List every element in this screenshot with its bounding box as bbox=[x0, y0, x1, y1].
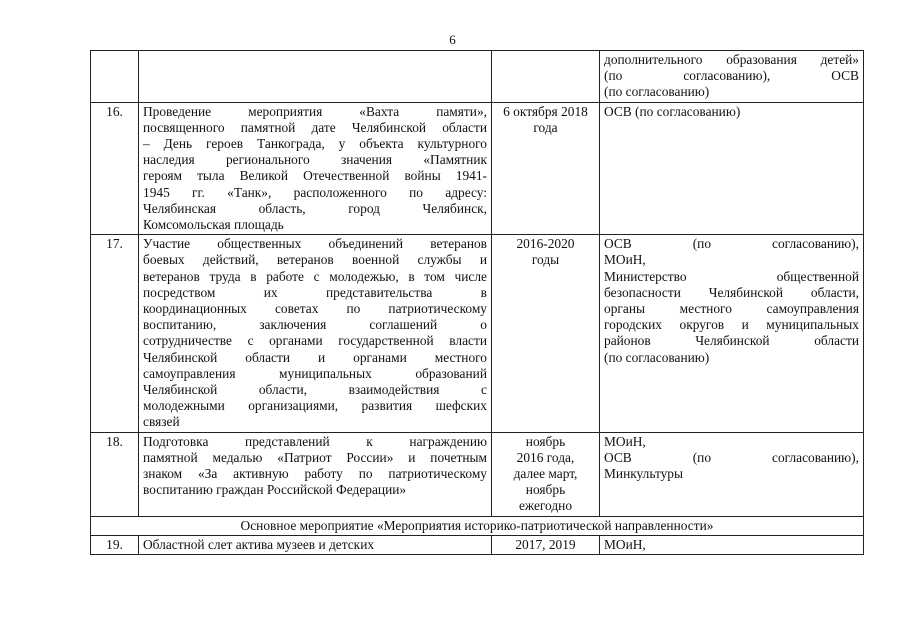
text-line: 2016-2020 bbox=[516, 236, 575, 252]
text-line: координационных советах по патриотическому bbox=[143, 301, 487, 317]
text-line: героям тыла Великой Отечественной войны 1941- bbox=[143, 168, 487, 184]
section-heading-row bbox=[91, 516, 864, 535]
text-line: МОиН, bbox=[604, 433, 646, 449]
event-date bbox=[492, 432, 600, 516]
text-line: Министерство общественной bbox=[604, 268, 859, 284]
text-line: сотрудничестве с органами государственной власти bbox=[143, 333, 487, 349]
event-description bbox=[139, 535, 492, 554]
text-line: Челябинской области и органами местного bbox=[143, 349, 487, 365]
text-line: Подготовка представлений к награждению bbox=[143, 433, 487, 449]
event-description bbox=[139, 102, 492, 235]
text-line: (по согласованию) bbox=[604, 84, 710, 100]
text-line: 6 октября 2018 bbox=[503, 103, 588, 119]
text-line: дополнительного образования детей» bbox=[604, 52, 859, 67]
page-number: 6 bbox=[449, 32, 456, 47]
text-line: (по согласованию) bbox=[604, 349, 710, 365]
text-line: знаком «За активную работу по патриотическому bbox=[143, 466, 487, 482]
text-line: года bbox=[533, 119, 558, 135]
table-row bbox=[91, 51, 864, 103]
table-row bbox=[91, 432, 864, 516]
text-line: районов Челябинской области bbox=[604, 333, 859, 349]
event-date bbox=[492, 235, 600, 432]
event-date bbox=[492, 102, 600, 235]
text-line: наследия регионального значения «Памятник bbox=[143, 152, 487, 168]
event-description bbox=[139, 432, 492, 516]
text-line: 2016 года, bbox=[516, 449, 575, 465]
event-date bbox=[492, 535, 600, 554]
text-line: ОСВ (по согласованию) bbox=[604, 103, 741, 119]
event-description bbox=[139, 235, 492, 432]
text-line: ноябрь bbox=[525, 433, 566, 449]
text-line: самоуправления муниципальных образований bbox=[143, 365, 487, 381]
text-line: МОиН, bbox=[604, 536, 646, 552]
row-number: 16. bbox=[91, 102, 139, 235]
text-line: далее март, bbox=[513, 466, 578, 482]
text-line: посвященного памятной дате Челябинской области bbox=[143, 119, 487, 135]
event-description bbox=[139, 51, 492, 103]
text-line: ОСВ (по согласованию), bbox=[604, 449, 859, 465]
text-line: городских округов и муниципальных bbox=[604, 317, 859, 333]
events-table-body bbox=[91, 51, 864, 555]
row-number: 19. bbox=[91, 535, 139, 554]
text-line: – День героев Танкограда, у объекта культурного bbox=[143, 136, 487, 152]
row-number bbox=[91, 51, 139, 103]
responsible-parties bbox=[600, 535, 864, 554]
text-line: 1945 гг. «Танк», расположенного по адресу: bbox=[143, 184, 487, 200]
text-line: (по согласованию), ОСВ bbox=[604, 68, 859, 84]
text-line: МОиН, bbox=[604, 252, 646, 268]
text-line: воспитанию граждан Российской Федерации» bbox=[143, 482, 407, 498]
text-line: воспитанию, заключения соглашений о bbox=[143, 317, 487, 333]
text-line: памятной медалью «Патриот России» и почетным bbox=[143, 449, 487, 465]
text-line: Комсомольская площадь bbox=[143, 217, 284, 233]
text-line: молодежными организациями, развития шефских bbox=[143, 398, 487, 414]
text-line: Минкультуры bbox=[604, 466, 684, 482]
responsible-parties bbox=[600, 432, 864, 516]
text-line: посредством их представительства в bbox=[143, 284, 487, 300]
text-line: Проведение мероприятия «Вахта памяти», bbox=[143, 103, 487, 119]
text-line: органы местного самоуправления bbox=[604, 301, 859, 317]
table-row bbox=[91, 102, 864, 235]
text-line: Участие общественных объединений ветеранов bbox=[143, 236, 487, 252]
text-line: связей bbox=[143, 414, 180, 430]
event-date bbox=[492, 51, 600, 103]
table-row bbox=[91, 535, 864, 554]
row-number: 18. bbox=[91, 432, 139, 516]
text-line: ежегодно bbox=[518, 498, 573, 514]
text-line: боевых действий, ветеранов военной службы и bbox=[143, 252, 487, 268]
row-number: 17. bbox=[91, 235, 139, 432]
table-row bbox=[91, 235, 864, 432]
text-line: безопасности Челябинской области, bbox=[604, 284, 859, 300]
responsible-parties bbox=[600, 51, 864, 103]
text-line: ветеранов труда в работе с молодежью, в том числе bbox=[143, 268, 487, 284]
text-line: годы bbox=[531, 252, 560, 268]
text-line: 2017, 2019 bbox=[515, 536, 576, 552]
events-table bbox=[90, 50, 864, 555]
section-heading: Основное мероприятие «Мероприятия историко-патриотической направленности» bbox=[91, 516, 864, 535]
text-line: Челябинской области, взаимодействия с bbox=[143, 382, 487, 398]
responsible-parties bbox=[600, 235, 864, 432]
text-line: ОСВ (по согласованию), bbox=[604, 236, 859, 252]
text-line: ноябрь bbox=[525, 482, 566, 498]
text-line: Областной слет актива музеев и детских bbox=[143, 536, 375, 552]
responsible-parties bbox=[600, 102, 864, 235]
text-line: Челябинская область, город Челябинск, bbox=[143, 200, 487, 216]
